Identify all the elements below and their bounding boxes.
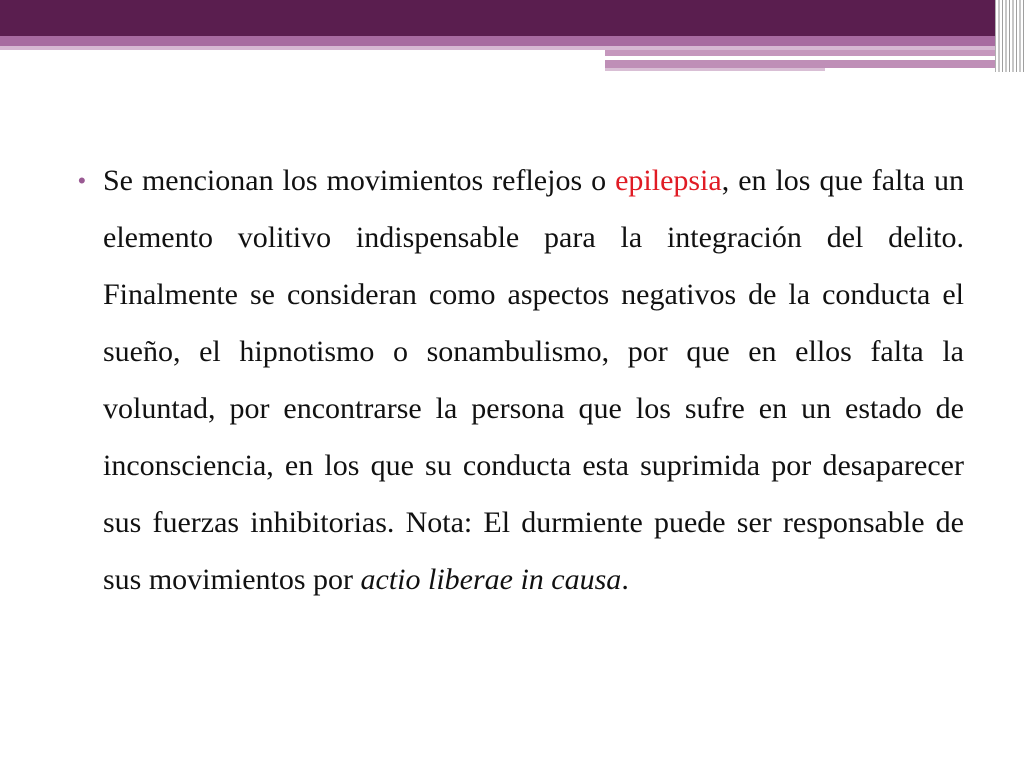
header-accent-bar — [605, 50, 995, 56]
header-accent-bar-2 — [605, 60, 995, 68]
paragraph-text-1: Se mencionan los movimientos reflejos o — [103, 164, 616, 197]
italic-phrase: actio liberae in causa — [360, 563, 622, 596]
decorative-vertical-bars — [995, 0, 1024, 72]
header-band-dark — [0, 0, 1024, 36]
bullet-icon: • — [78, 168, 86, 193]
paragraph-text-2: , en los que falta un elemento volitivo indispensable para la integración del delito. Finalmente se consideran como aspectos negativos de la conducta el sueño, el hipnotismo o sonambulismo, por que en ellos falta la voluntad, por encontrarse la persona que los sufre en un estado de inconsciencia, en los que su conducta esta suprimida por desaparecer sus fuerzas inhibitorias. Nota: El durmiente puede ser responsable de sus movimientos por — [103, 164, 965, 596]
header-accent-bar-3 — [605, 68, 825, 71]
slide-content — [78, 152, 964, 608]
header-band-light — [0, 36, 1000, 46]
highlighted-term: epilepsia — [615, 164, 722, 197]
paragraph-end: . — [621, 563, 629, 596]
bullet-paragraph — [78, 152, 964, 608]
